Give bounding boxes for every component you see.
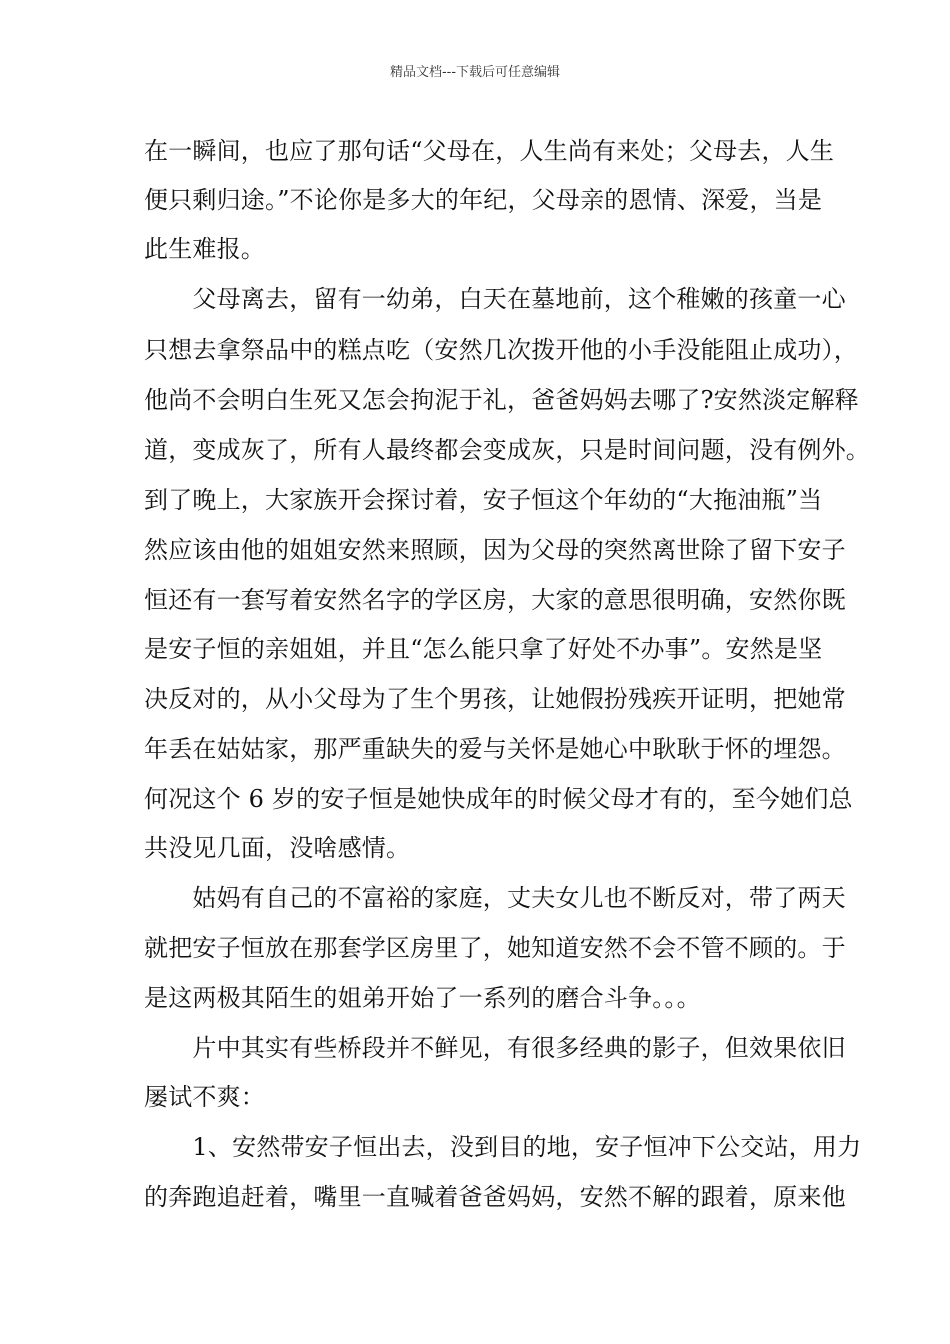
- text-line: 共没见几面，没啥感情。: [144, 834, 411, 862]
- text-line: 就把安子恒放在那套学区房里了，她知道安然不会不管不顾的。于: [144, 934, 846, 962]
- text-line: 他尚不会明白生死又怎会拘泥于礼，爸爸妈妈去哪了?安然淡定解释: [144, 386, 859, 414]
- text-line: 道，变成灰了，所有人最终都会变成灰，只是时间问题，没有例外。: [144, 436, 870, 464]
- text-line: 片中其实有些桥段并不鲜见，有很多经典的影子，但效果依旧: [144, 1034, 846, 1062]
- text-line: 的奔跑追赶着，嘴里一直喊着爸爸妈妈，安然不解的跟着，原来他: [144, 1183, 846, 1211]
- text-line: 便只剩归途。”不论你是多大的年纪，父母亲的恩情、深爱，当是: [144, 186, 823, 214]
- text-line: 到了晚上，大家族开会探讨着，安子恒这个年幼的“大拖油瓶”当: [144, 486, 823, 514]
- text-line: 何况这个 6 岁的安子恒是她快成年的时候父母才有的，至今她们总: [144, 785, 853, 813]
- text-line: 1、安然带安子恒出去，没到目的地，安子恒冲下公交站，用力: [144, 1133, 862, 1161]
- text-line: 决反对的，从小父母为了生个男孩，让她假扮残疾开证明，把她常: [144, 685, 846, 713]
- text-line: 年丢在姑姑家，那严重缺失的爱与关怀是她心中耿耿于怀的埋怨。: [144, 735, 846, 763]
- text-line: 此生难报。: [144, 235, 265, 263]
- text-line: 姑妈有自己的不富裕的家庭，丈夫女儿也不断反对，带了两天: [144, 884, 846, 912]
- text-line: 只想去拿祭品中的糕点吃（安然几次拨开他的小手没能阻止成功），: [144, 336, 858, 364]
- text-line: 在一瞬间，也应了那句话“父母在，人生尚有来处；父母去，人生: [144, 137, 835, 165]
- text-line: 是安子恒的亲姐姐，并且“怎么能只拿了好处不办事”。安然是坚: [144, 635, 823, 663]
- text-line: 然应该由他的姐姐安然来照顾，因为父母的突然离世除了留下安子: [144, 536, 846, 564]
- text-line: 恒还有一套写着安然名字的学区房，大家的意思很明确，安然你既: [144, 586, 846, 614]
- text-line: 父母离去，留有一幼弟，白天在墓地前，这个稚嫩的孩童一心: [144, 285, 846, 313]
- page-header: 精品文档---下载后可任意编辑: [389, 65, 561, 80]
- text-line: 屡试不爽：: [144, 1083, 265, 1111]
- text-line: 是这两极其陌生的姐弟开始了一系列的磨合斗争。。。: [144, 984, 701, 1012]
